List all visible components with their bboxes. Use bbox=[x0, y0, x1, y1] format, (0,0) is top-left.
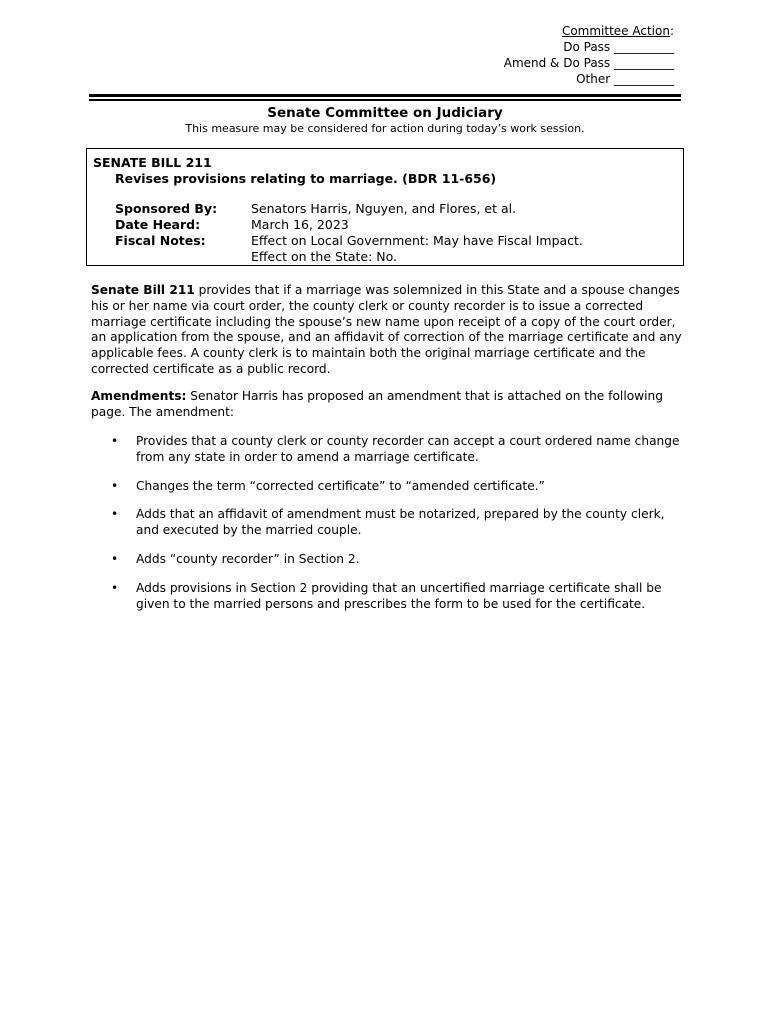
committee-action-amend-do-pass: Amend & Do Pass __________ bbox=[503, 56, 674, 70]
amendments-intro-text: Senator Harris has proposed an amendment that is attached on the following page. The amendment: bbox=[91, 389, 663, 419]
meta-label: Sponsored By: bbox=[115, 201, 218, 216]
summary-text: provides that if a marriage was solemnized in this State and a spouse changes his or her name via court order, the county clerk or county recorder is to issue a corrected marriage certificate including the spouse’s new name upon receipt of a copy of the court order, an application from the spouse, and an affidavit of correction of the marriage certificate and any applicable fees. A county clerk is to maintain both the original marriage certificate and the corrected certificate as a public record. bbox=[91, 283, 682, 376]
bill-summary bbox=[91, 283, 687, 378]
committee-action-title: Committee Action: bbox=[561, 24, 674, 38]
meta-row-fiscal-notes bbox=[115, 233, 583, 249]
meta-label: Date Heard: bbox=[115, 217, 201, 232]
bullet-icon: • bbox=[111, 507, 119, 522]
committee-action-block bbox=[504, 23, 674, 87]
amendments-label: Amendments: bbox=[91, 389, 187, 403]
amendments-intro bbox=[91, 389, 687, 421]
meta-value: Effect on the State: No. bbox=[251, 249, 398, 264]
list-item: • Adds provisions in Section 2 providing that an uncertified marriage certificate shall be given to the married persons and prescribes the form to be used for the certificate. bbox=[111, 580, 662, 611]
amendment-list bbox=[111, 434, 681, 625]
bullet-icon: • bbox=[111, 580, 119, 595]
committee-action-other: Other __________ bbox=[576, 72, 674, 86]
meta-row-date-heard bbox=[115, 217, 583, 233]
bill-number: SENATE BILL 211 bbox=[93, 155, 212, 170]
meta-label bbox=[115, 249, 251, 265]
meta-value: Senators Harris, Nguyen, and Flores, et al. bbox=[251, 201, 517, 216]
meta-value: March 16, 2023 bbox=[251, 217, 349, 232]
list-item: • Provides that a county clerk or county recorder can accept a court ordered name change from any state in order to amend a marriage certificate. bbox=[111, 434, 680, 464]
bill-description: Revises provisions relating to marriage. (BDR 11-656) bbox=[115, 171, 497, 186]
list-item: • Adds “county recorder” in Section 2. bbox=[111, 551, 360, 566]
meta-value: Effect on Local Government: May have Fiscal Impact. bbox=[251, 233, 583, 248]
list-item: • Changes the term “corrected certificate” to “amended certificate.” bbox=[111, 478, 545, 493]
header-divider-thick bbox=[89, 94, 681, 97]
header-divider-thin bbox=[89, 99, 681, 101]
committee-action-do-pass: Do Pass __________ bbox=[563, 40, 674, 54]
meta-row-fiscal-notes-cont bbox=[115, 249, 583, 265]
list-item: • Adds that an affidavit of amendment must be notarized, prepared by the county clerk, and executed by the married couple. bbox=[111, 507, 665, 538]
bullet-icon: • bbox=[111, 434, 119, 448]
summary-bill-ref: Senate Bill 211 bbox=[91, 283, 195, 297]
bullet-icon: • bbox=[111, 478, 119, 493]
committee-name: Senate Committee on Judiciary bbox=[267, 105, 503, 121]
bill-meta bbox=[115, 201, 583, 265]
meta-label: Fiscal Notes: bbox=[115, 233, 206, 248]
bullet-icon: • bbox=[111, 551, 119, 566]
work-session-note: This measure may be considered for action during today’s work session. bbox=[185, 122, 585, 135]
bill-info-box bbox=[86, 148, 684, 266]
meta-row-sponsored bbox=[115, 201, 583, 217]
